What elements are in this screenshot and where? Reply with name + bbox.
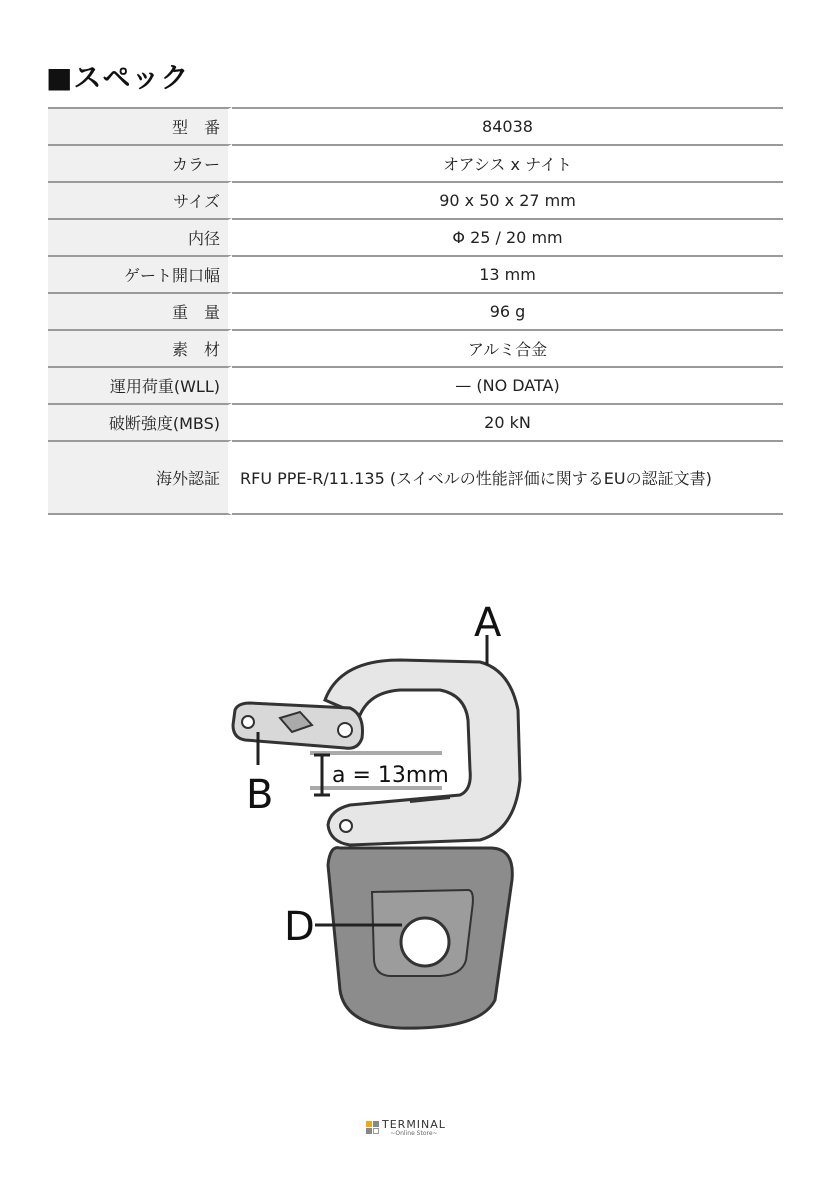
table-row [48,218,783,255]
spec-value: 20 kN [232,403,783,440]
swivel-diagram [200,590,560,1040]
spec-label: 型 番 [48,107,232,144]
spec-label: 運用荷重(WLL) [48,366,232,403]
table-row [48,181,783,218]
table-row [48,255,783,292]
terminal-logo [366,1119,446,1137]
spec-label: 素 材 [48,329,232,366]
table-row [48,366,783,403]
label-b: B [246,772,274,818]
logo-name: TERMINAL [382,1118,446,1131]
spec-value: Φ 25 / 20 mm [232,218,783,255]
table-row [48,292,783,329]
label-d: D [284,904,315,950]
spec-value: 90 x 50 x 27 mm [232,181,783,218]
spec-label: カラー [48,144,232,181]
spec-value: RFU PPE-R/11.135 (スイベルの性能評価に関するEUの認証文書) [232,440,783,515]
swivel-plate [328,848,512,1029]
table-row [48,107,783,144]
spec-label: 重 量 [48,292,232,329]
spec-table [48,107,783,515]
spec-label: 海外認証 [48,440,232,515]
table-row [48,329,783,366]
page-title: ■スペック [46,61,190,94]
logo-mark-icon [366,1121,379,1134]
label-a: A [474,600,502,646]
logo-subtitle: ~Online Store~ [390,1130,438,1137]
spec-value: 96 g [232,292,783,329]
spec-label: ゲート開口幅 [48,255,232,292]
spec-label: サイズ [48,181,232,218]
spec-value: オアシス x ナイト [232,144,783,181]
spec-value: アルミ合金 [232,329,783,366]
gate-label: a = 13mm [332,763,449,788]
spec-label: 破断強度(MBS) [48,403,232,440]
spec-value: — (NO DATA) [232,366,783,403]
spec-label: 内径 [48,218,232,255]
table-row [48,403,783,440]
spec-value: 13 mm [232,255,783,292]
table-row [48,144,783,181]
gate [233,703,363,748]
spec-value: 84038 [232,107,783,144]
table-row [48,440,783,515]
